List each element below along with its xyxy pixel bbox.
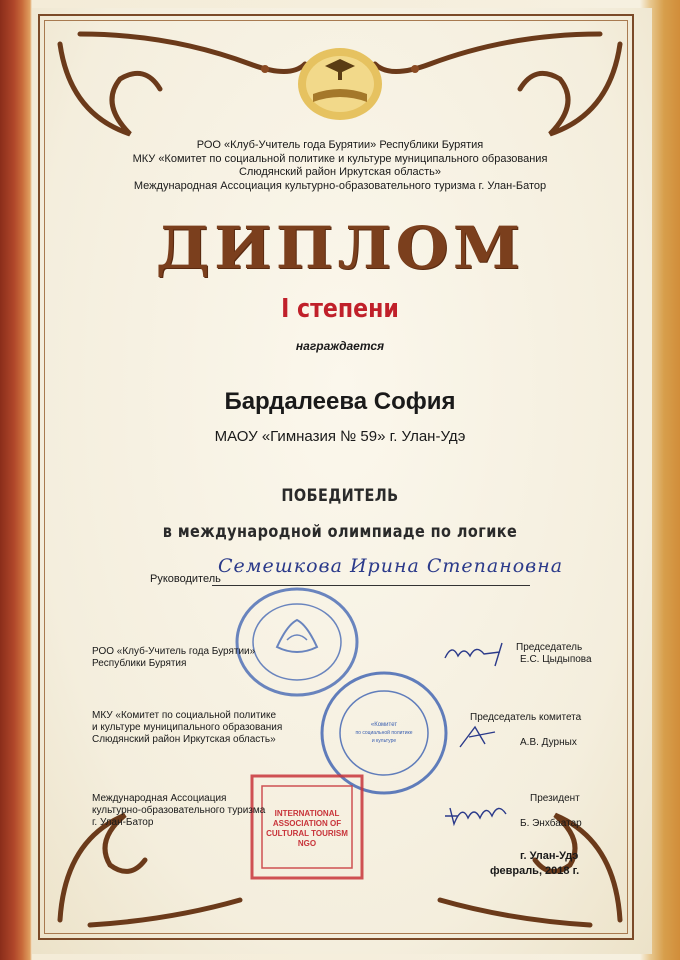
- signatory-2-org: МКУ «Комитет по социальной политике и культуре муниципального образования Слюдянский район Иркутская область»: [92, 710, 283, 745]
- signatory-1-org: РОО «Клуб-Учитель года Бурятии» Республики Бурятия: [92, 646, 256, 669]
- signature-3: [440, 796, 520, 828]
- svg-text:NGO: NGO: [297, 839, 317, 848]
- book-emblem-icon: [295, 44, 385, 124]
- recipient-name: Бардалеева София: [224, 388, 456, 415]
- signatory-1-role: Председатель: [516, 642, 583, 653]
- org-line-2: МКУ «Комитет по социальной политике и культуре муниципального образования: [132, 153, 548, 165]
- awarded-label: награждается: [295, 339, 385, 353]
- diploma-title: ДИПЛОМ: [155, 214, 525, 282]
- degree: I степени: [281, 294, 399, 324]
- svg-text:CULTURAL TOURISM: CULTURAL TOURISM: [266, 829, 348, 838]
- footer-city: г. Улан-Удэ: [520, 850, 579, 862]
- supervisor-name: Семешкова Ирина Степановна: [218, 555, 564, 577]
- signatory-3-person: Б. Энхбаатар: [520, 818, 582, 829]
- signatory-3-role: Президент: [530, 793, 580, 804]
- svg-text:«Комитет: «Комитет: [370, 722, 398, 728]
- svg-text:INTERNATIONAL: INTERNATIONAL: [274, 809, 340, 818]
- signatory-3-org: Международная Ассоциация культурно-образовательного туризма г. Улан-Батор: [92, 793, 266, 828]
- square-stamp: [248, 772, 366, 882]
- signatory-2-person: А.В. Дурных: [520, 737, 577, 748]
- footer-date: февраль, 2018 г.: [490, 865, 580, 877]
- svg-text:ASSOCIATION OF: ASSOCIATION OF: [272, 819, 342, 828]
- org-line-4: Международная Ассоциация культурно-образовательного туризма г. Улан-Батор: [133, 180, 547, 192]
- supervisor-label: Руководитель: [150, 573, 221, 585]
- winner-label: ПОБЕДИТЕЛЬ: [281, 486, 399, 506]
- signatory-2-role: Председатель комитета: [470, 712, 582, 723]
- svg-text:по социальной политике: по социальной политике: [355, 730, 413, 736]
- org-line-1: РОО «Клуб-Учитель года Бурятии» Республики Бурятия: [196, 139, 484, 151]
- signature-2: [455, 722, 505, 752]
- school: МАОУ «Гимназия № 59» г. Улан-Удэ: [214, 428, 466, 445]
- svg-text:и культуре: и культуре: [371, 738, 397, 744]
- signatory-1-person: Е.С. Цыдыпова: [520, 654, 592, 665]
- org-line-3: Слюдянский район Иркутская область»: [238, 166, 441, 178]
- olympiad-label: в международной олимпиаде по логике: [162, 522, 518, 542]
- signature-1: [440, 638, 520, 668]
